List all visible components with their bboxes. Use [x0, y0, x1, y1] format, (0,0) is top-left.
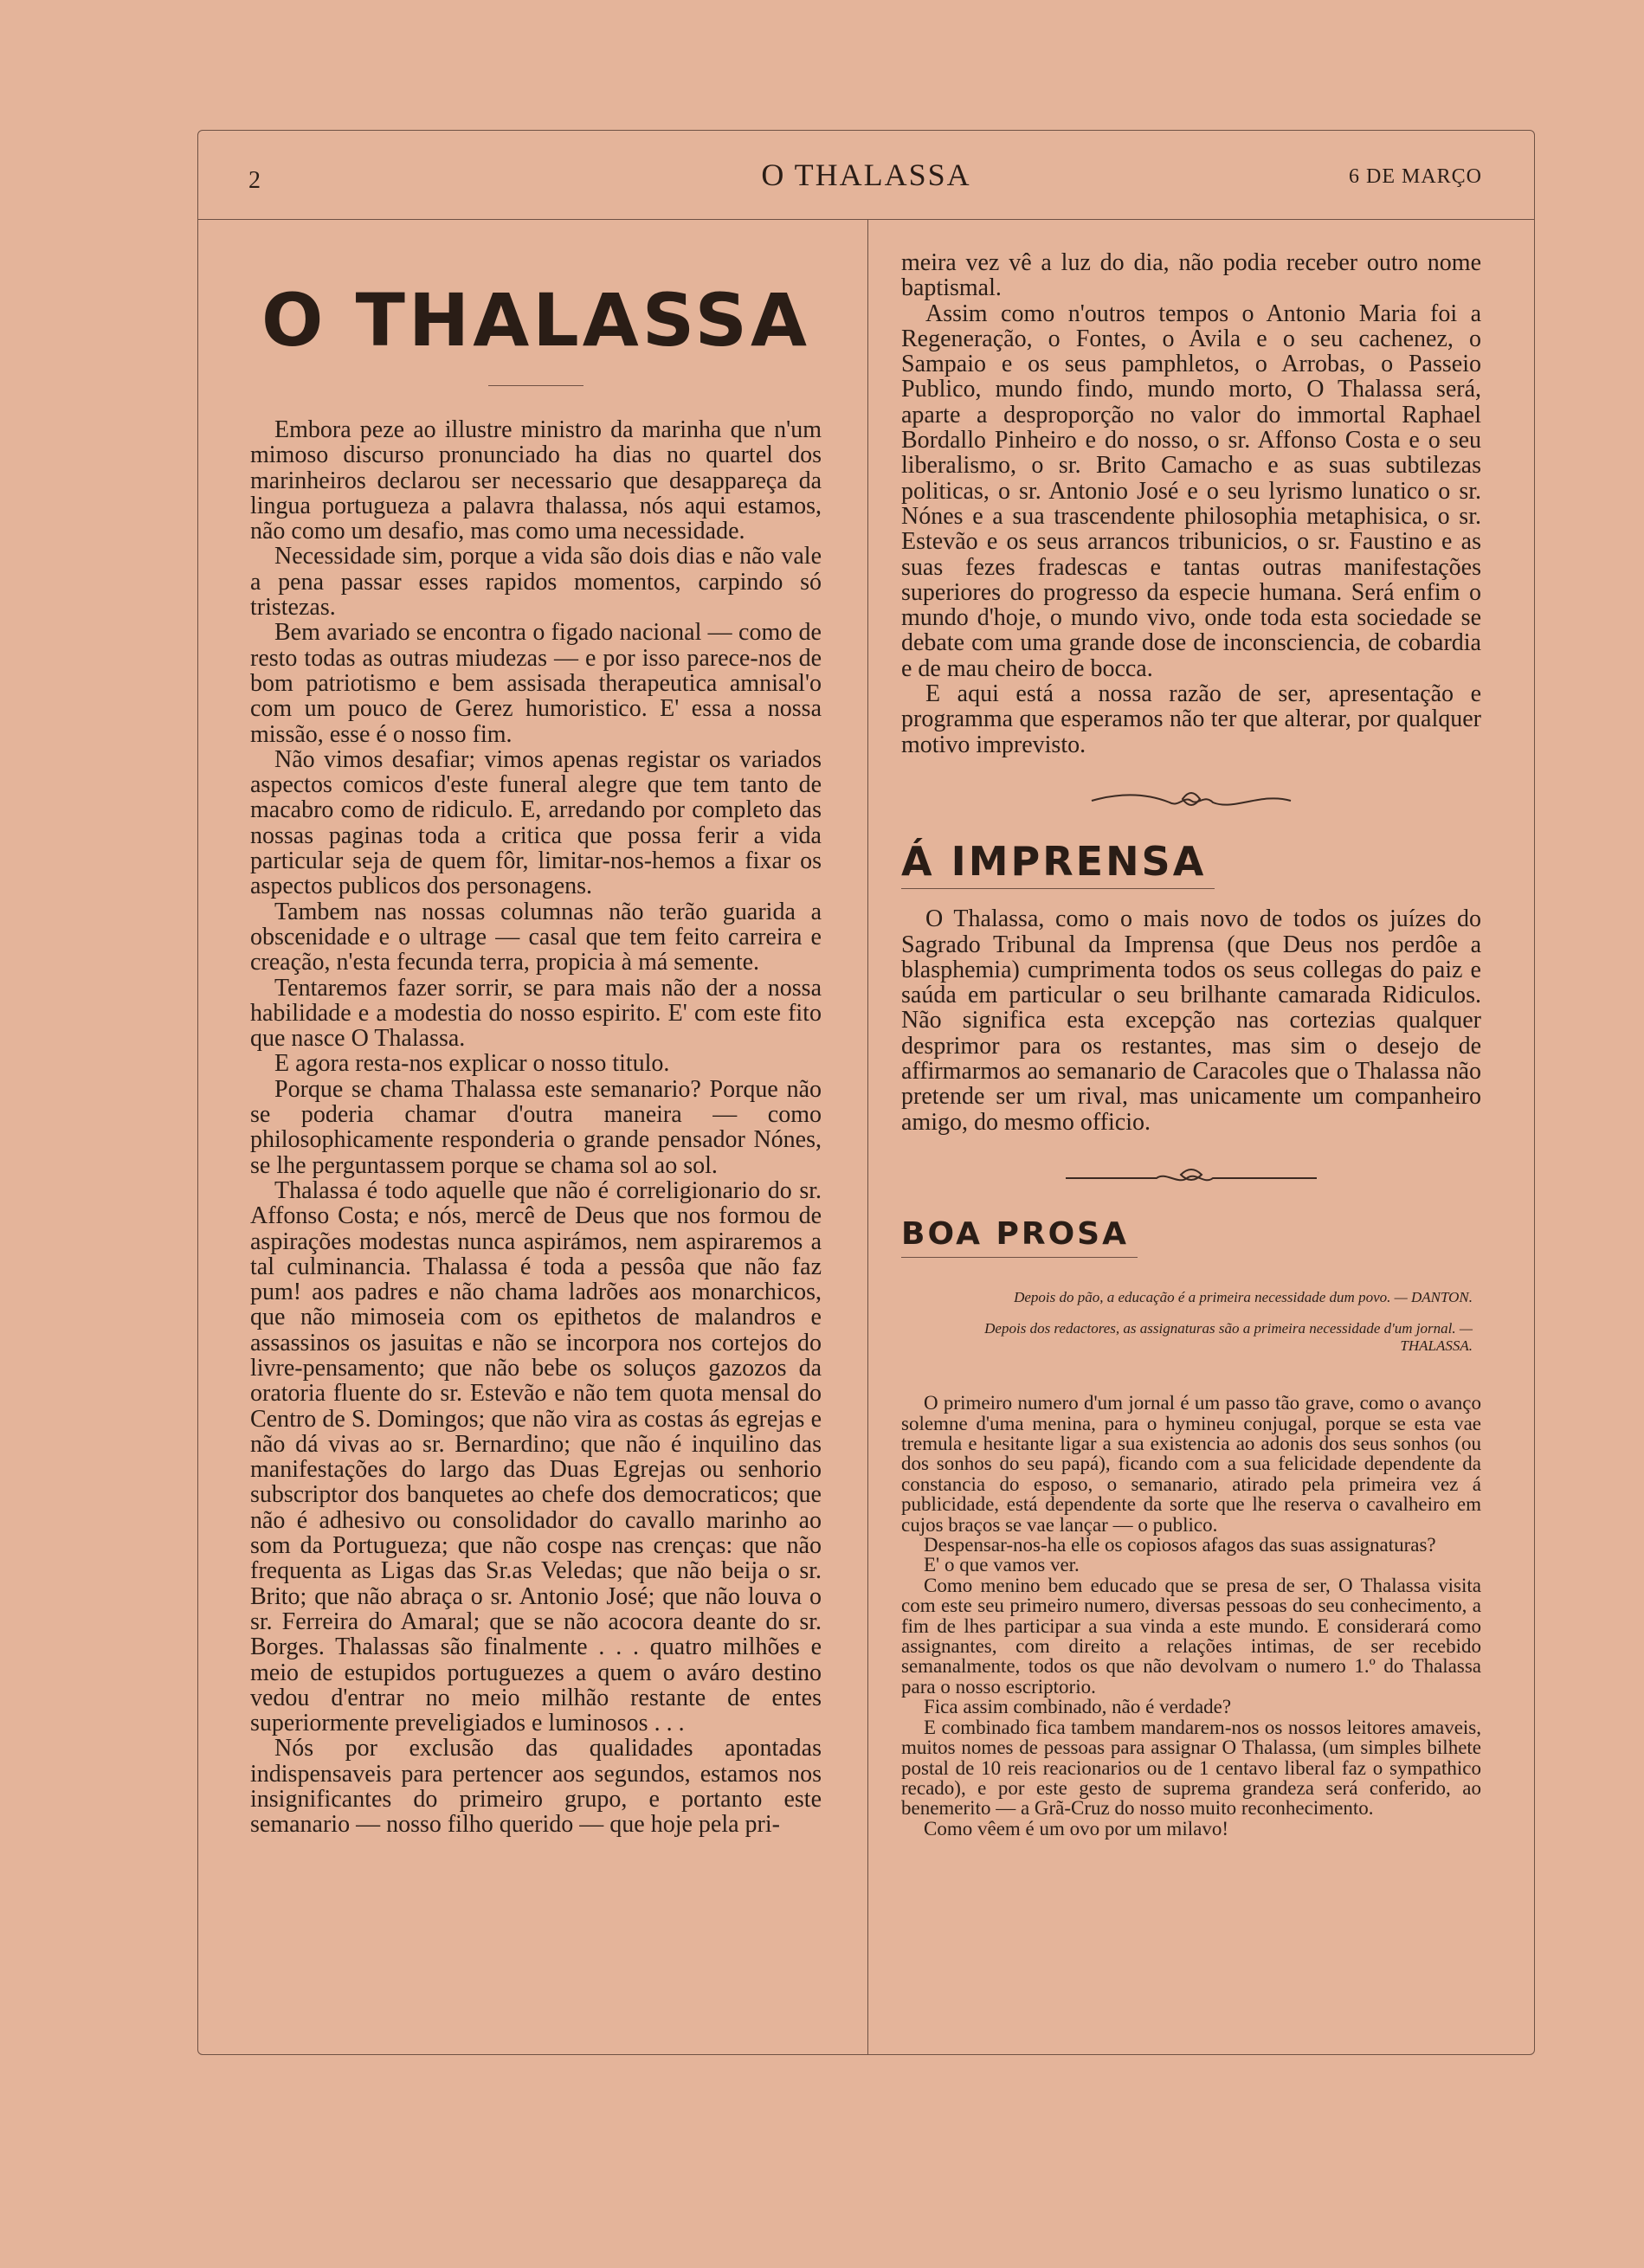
issue-date: 6 DE MARÇO [1348, 165, 1482, 188]
paragraph: E agora resta-nos explicar o nosso titulo. [274, 1050, 670, 1078]
paragraph: Despensar-nos-ha elle os copiosos afagos das suas assignaturas? [924, 1534, 1436, 1556]
paragraph: O primeiro numero d'um jornal é um passo tão grave, como o avanço solemne d'uma menina, para o hymineu conjugal, porque se esta vae tremula e hesitante ligar a sua existencia ao adonis dos seus sonhos (ou dos sonhos do seu papá), ficando com a sua felicidade dependente da constancia do esposo, o semanario, atirado pela primeira vez á publicidade, está dependente da sorte que lhe reserva o cavalheiro em cujos braços se vae lançar — o publico. [901, 1392, 1481, 1536]
paragraph: Bem avariado se encontra o figado nacional — como de resto todas as outras miudezas — e por isso parece-nos de bom patriotismo e bem assisada therapeutica amnisal'o com um pouco de Gerez humoristico. E' essa a nossa missão, esse é o nosso fim. [250, 619, 822, 748]
epigraph: Depois do pão, a educação é a primeira necessidade dum povo. — DANTON. [1014, 1289, 1473, 1306]
epigraphs [936, 1289, 1473, 1355]
paragraph: O Thalassa, como o mais novo de todos os juízes do Sagrado Tribunal da Imprensa (que Deus nos perdôe a blasphemia) cumprimenta todos os seus collegas do paiz e saúda em particular o seu brilhante camarada Ridiculos. Não significa esta excepção nas cortezias qualquer desprimor para os restantes, mas sim o desejo de affirmarmos ao semanario de Caracoles que o Thalassa não pretende ser um rival, mas unicamente um companheiro amigo, do mesmo officio. [901, 905, 1481, 1136]
paragraph: Embora peze ao illustre ministro da marinha que n'um mimoso discurso pronunciado ha dias no quartel dos marinheiros declarou ser necessario que desappareça da lingua portugueza a palavra thalassa, nós aqui estamos, não como um desafio, mas como uma necessidade. [250, 416, 822, 545]
boa-prosa-body [901, 1393, 1481, 1839]
paragraph: Assim como n'outros tempos o Antonio Maria foi a Regeneração, o Fontes, o Avila e o seu cachenez, o Sampaio e os seus pamphletos, o Arrobas, o Passeio Publico, mundo findo, mundo morto, O Thalassa será, aparte a desproporção no valor do immortal Raphael Bordallo Pinheiro e do nosso, o sr. Affonso Costa e o seu liberalismo, o sr. Brito Camacho e as suas subtilezas politicas, o sr. Antonio José e o seu lyrismo lunatico o sr. Nónes e a sua trascendente philosophia metaphisica, o sr. Estevão e os seus arrancos tribunicios, o sr. Faustino e as suas fezes fradescas e tantas outras manifestações superiores do progresso da especie humana. Será enfim o mundo d'hoje, o mundo vivo, onde toda esta sociedade se debate com uma grande dose de inconsciencia, de cobardia e de mau cheiro de bocca. [901, 300, 1481, 682]
paragraph: Fica assim combinado, não é verdade? [924, 1696, 1232, 1718]
paragraph: Não vimos desafiar; vimos apenas registar os variados aspectos comicos d'este funeral alegre que tem tanto de macabro como de ridiculo. E, arredando por completo das nossas paginas toda a critica que possa ferir a vida particular seja de quem fôr, limitar-nos-hemos a fixar os aspectos publicos dos personagens. [250, 745, 822, 900]
ornament-divider [901, 1163, 1481, 1195]
column-divider [867, 220, 868, 2054]
paragraph: Como vêem é um ovo por um milavo! [924, 1817, 1228, 1840]
paragraph: E combinado fica tambem mandarem-nos os nossos leitores amaveis, muitos nomes de pessoas para assignar O Thalassa, (um simples bilhete postal de 10 reis reacionarios ou de 1 centavo liberal faz o sympathico recado), e por este gesto de suprema grandeza será conferido, ao benemerito — a Grã-Cruz do nosso muito reconhecimento. [901, 1716, 1481, 1820]
paragraph: Nós por exclusão das qualidades apontadas indispensaveis para pertencer aos segundos, estamos nos insignificantes do primeiro grupo, e portanto este semanario — nosso filho querido — que hoje pela pri- [250, 1735, 822, 1839]
section-title-boa-prosa: BOA PROSA [901, 1212, 1138, 1258]
paragraph: Como menino bem educado que se presa de ser, O Thalassa visita com este seu primeiro numero, diversas pessoas do seu conhecimento, a fim de lhes participar a sua vinda a este mundo. E considerará como assignantes, com direito a relações intimas, de ser recebido semanalmente, todos os que não devolvam o numero 1.º do Thalassa para o nosso escriptorio. [901, 1574, 1481, 1698]
ornament-divider [901, 785, 1481, 817]
newspaper-page [197, 130, 1535, 2055]
left-column [250, 252, 822, 1838]
epigraph: Depois dos redactores, as assignaturas são a primeira necessidade d'um jornal. — THALASSA. [984, 1320, 1473, 1355]
section-title-imprensa: Á IMPRENSA [901, 834, 1215, 889]
title-rule [488, 385, 583, 386]
paragraph: Porque se chama Thalassa este semanario? Porque não se poderia chamar d'outra maneira — como philosophicamente responderia o grande pensador Nónes, se lhe perguntassem porque se chama sol ao sol. [250, 1075, 822, 1179]
page-number: 2 [248, 167, 261, 194]
paragraph: meira vez vê a luz do dia, não podia receber outro nome baptismal. [901, 249, 1481, 302]
paragraph: Thalassa é todo aquelle que não é correligionario do sr. Affonso Costa; e nós, mercê de Deus que nos formou de aspirações modestas nunca aspirámos, nem aspiraremos a tal culminancia. Thalassa é toda a pessôa que não faz pum! aos padres e não chama ladrões aos monarchicos, que não mimoseia com os epithetos de malandros e assassinos os jasuitas e não se incorpora nos cortejos do livre-pensamento; que não bebe os soluços gazozos da oratoria fluente do sr. Estevão e não tem quota mensal do Centro de S. Domingos; que não vira as costas ás egrejas e não dá vivas ao sr. Bernardino; que não é inquilino das manifestações do largo das Duas Egrejas ou senhorio subscriptor dos banquetes ao chefe dos democraticos; que não é adhesivo ou consolidador do cavallo marinho ao som da Portugueza; que não cospe nas crenças: que não frequenta as Ligas das Sr.as Veledas; que não beija o sr. Brito; que não abraça o sr. Antonio José; que não louva o sr. Ferreira do Amaral; que se não acocora deante do sr. Borges. Thalassas são finalmente . . . quatro milhões e meio de estupidos portuguezes a quem o aváro destino vedou d'entrar no meio milhão restante de entes superiormente preveligiados e luminosos . . . [250, 1176, 822, 1737]
right-column [901, 250, 1481, 1839]
masthead: O THALASSA [761, 158, 971, 192]
paragraph: Tambem nas nossas columnas não terão guarida a obscenidade e o ultrage — casal que tem feito carreira e creação, n'esta fecunda terra, propicia à má semente. [250, 898, 822, 976]
page-header [198, 131, 1534, 220]
paragraph: E' o que vamos ver. [924, 1554, 1080, 1576]
paragraph: Tentaremos fazer sorrir, se para mais não der a nossa habilidade e a modestia do nosso espirito. E' com este fito que nasce O Thalassa. [250, 974, 822, 1053]
article-title: O THALASSA [261, 278, 811, 363]
flourish-icon [1087, 785, 1295, 816]
flourish-icon [1061, 1163, 1321, 1194]
paragraph: E aqui está a nossa razão de ser, apresentação e programma que esperamos não ter que alterar, por qualquer motivo imprevisto. [901, 680, 1481, 758]
paragraph: Necessidade sim, porque a vida são dois dias e não vale a pena passar esses rapidos momentos, carpindo só tristezas. [250, 543, 822, 622]
